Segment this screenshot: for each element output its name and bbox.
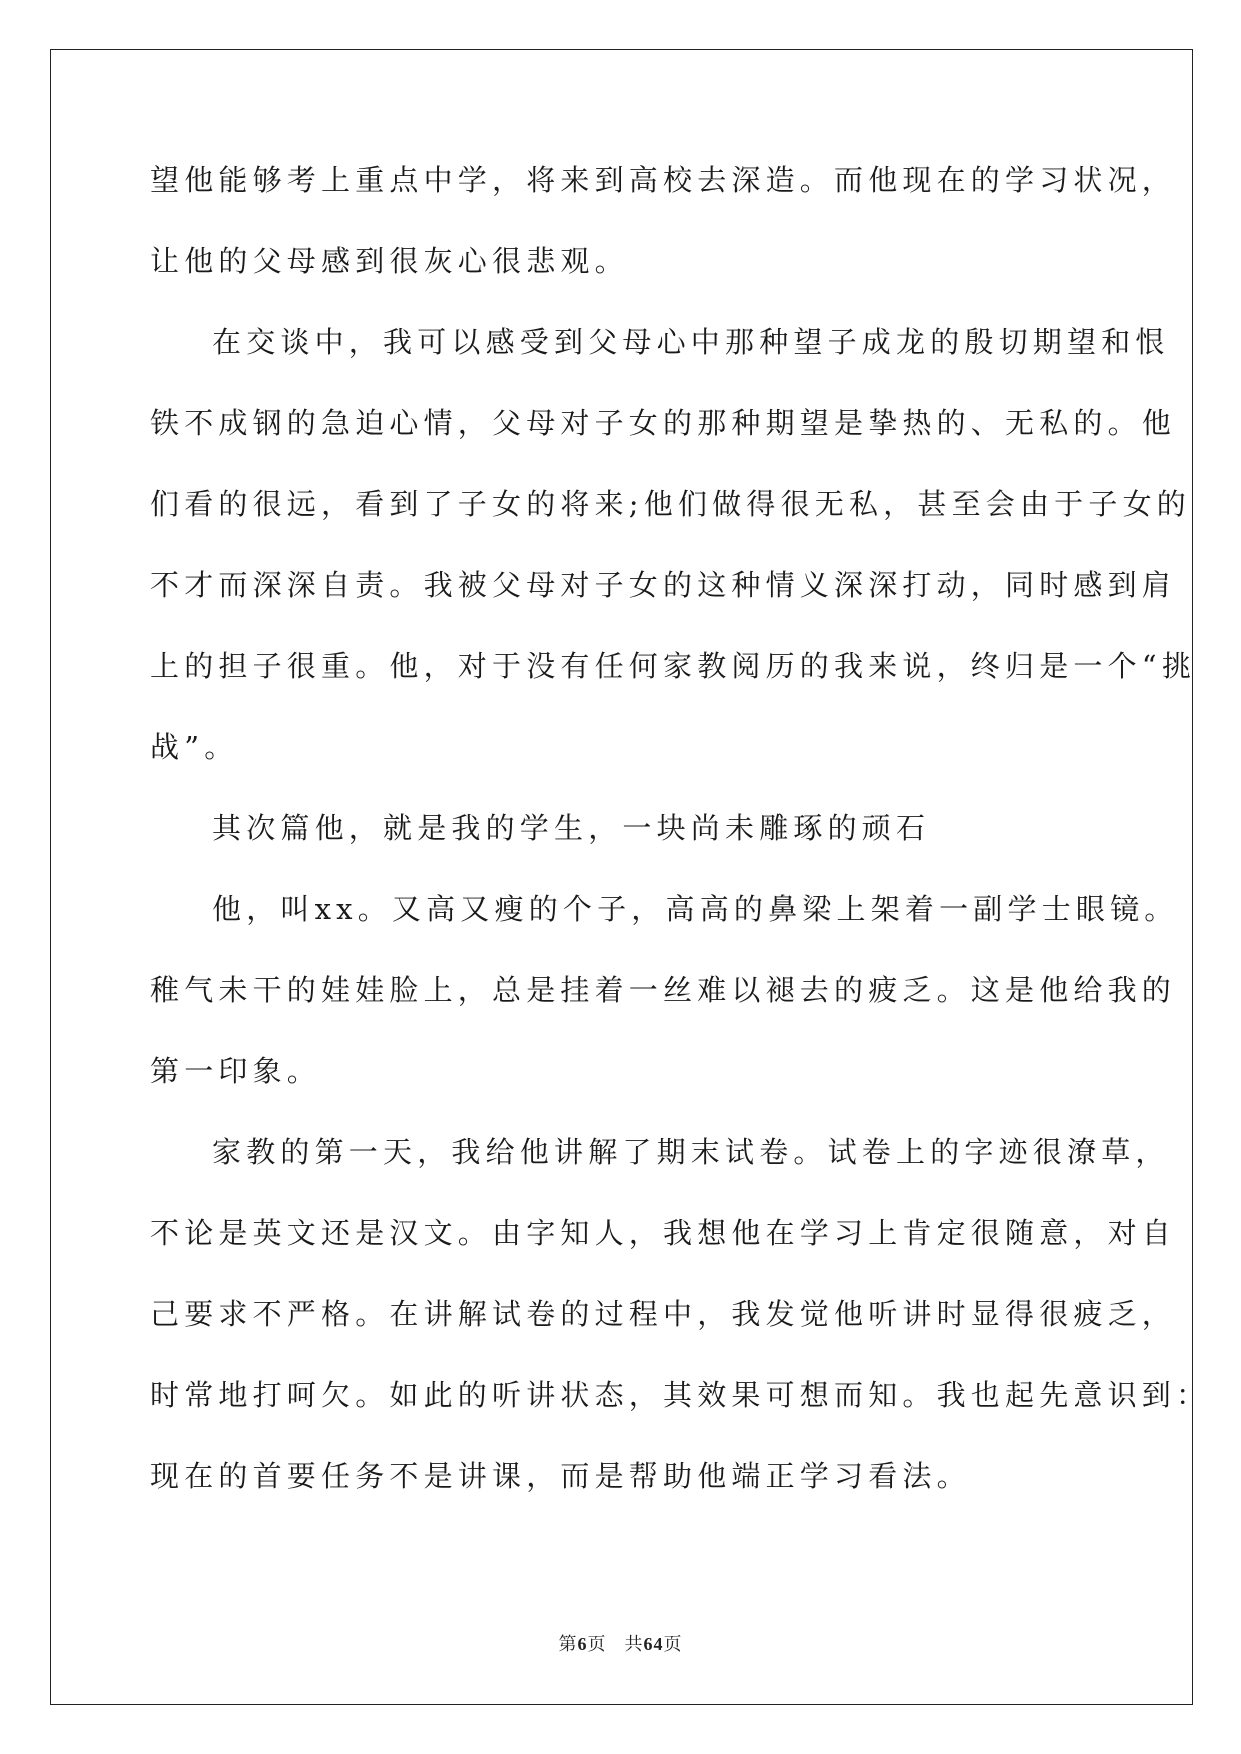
paragraph-start-line: 他，叫xx。又高又瘦的个子，高高的鼻梁上架着一副学士眼镜。 <box>212 892 1179 926</box>
section-heading-line: 其次篇他，就是我的学生，一块尚未雕琢的顽石 <box>212 811 931 845</box>
text-line: 让他的父母感到很灰心很悲观。 <box>150 244 629 278</box>
text-line: 己要求不严格。在讲解试卷的过程中，我发觉他听讲时显得很疲乏， <box>150 1297 1177 1331</box>
paragraph-start-line: 在交谈中，我可以感受到父母心中那种望子成龙的殷切期望和恨 <box>212 325 1170 359</box>
total-pages: 64 <box>643 1634 664 1654</box>
page-prefix: 第 <box>558 1634 578 1654</box>
paragraph-start-line: 家教的第一天，我给他讲解了期末试卷。试卷上的字迹很潦草， <box>212 1135 1170 1169</box>
text-line: 上的担子很重。他，对于没有任何家教阅历的我来说，终归是一个“挑 <box>150 649 1197 683</box>
text-line: 第一印象。 <box>150 1054 322 1088</box>
page-footer <box>0 1630 1241 1656</box>
document-body <box>150 140 1211 1517</box>
text-line: 现在的首要任务不是讲课，而是帮助他端正学习看法。 <box>150 1459 971 1493</box>
text-line: 铁不成钢的急迫心情，父母对子女的那种期望是挚热的、无私的。他 <box>150 406 1177 440</box>
text-line: 不论是英文还是汉文。由字知人，我想他在学习上肯定很随意，对自 <box>150 1216 1177 1250</box>
total-prefix: 共 <box>624 1634 644 1654</box>
text-line: 们看的很远，看到了子女的将来;他们做得很无私，甚至会由于子女的 <box>150 487 1191 521</box>
page-number: 6 <box>577 1634 588 1654</box>
text-line: 稚气未干的娃娃脸上，总是挂着一丝难以褪去的疲乏。这是他给我的 <box>150 973 1177 1007</box>
text-line: 时常地打呵欠。如此的听讲状态，其效果可想而知。我也起先意识到： <box>150 1378 1211 1412</box>
text-line: 不才而深深自责。我被父母对子女的这种情义深深打动，同时感到肩 <box>150 568 1177 602</box>
page-suffix: 页 <box>587 1634 607 1654</box>
text-line: 望他能够考上重点中学，将来到高校去深造。而他现在的学习状况， <box>150 163 1177 197</box>
text-line: 战”。 <box>150 730 239 764</box>
total-suffix: 页 <box>663 1634 683 1654</box>
